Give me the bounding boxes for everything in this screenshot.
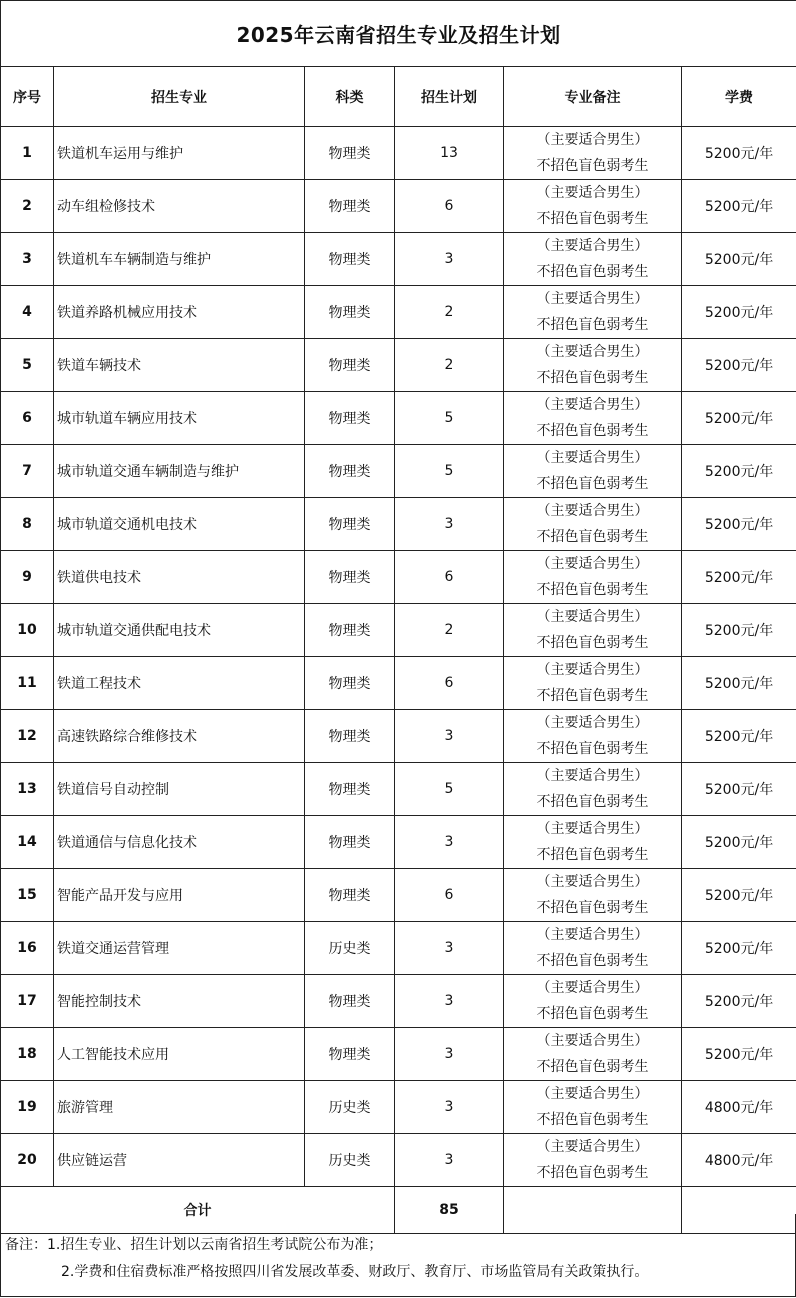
row-note-line-1: （主要适合男生）: [536, 1033, 649, 1049]
row-note-line-1: （主要适合男生）: [536, 1086, 649, 1102]
row-fee: 5200元/年: [682, 869, 796, 922]
row-category: 物理类: [305, 286, 395, 339]
row-note: [504, 233, 682, 286]
row-note-line-2: 不招色盲色弱考生: [536, 317, 649, 333]
row-index: 2: [1, 180, 54, 233]
row-note: [504, 339, 682, 392]
row-note: [504, 1028, 682, 1081]
row-note-line-2: 不招色盲色弱考生: [536, 635, 649, 651]
row-note: [504, 975, 682, 1028]
row-index: 7: [1, 445, 54, 498]
row-major: 铁道车辆技术: [54, 339, 305, 392]
row-fee: 5200元/年: [682, 604, 796, 657]
row-major: 铁道信号自动控制: [54, 763, 305, 816]
row-note-line-1: （主要适合男生）: [536, 397, 649, 413]
row-category: 物理类: [305, 498, 395, 551]
row-major: 铁道机车运用与维护: [54, 127, 305, 180]
row-plan: 5: [395, 763, 504, 816]
row-category: 物理类: [305, 445, 395, 498]
row-category: 物理类: [305, 710, 395, 763]
row-fee: 5200元/年: [682, 445, 796, 498]
row-note: [504, 1081, 682, 1134]
row-major: 铁道养路机械应用技术: [54, 286, 305, 339]
table-row: [1, 339, 796, 392]
row-note: [504, 657, 682, 710]
row-plan: 3: [395, 1081, 504, 1134]
table-row: [1, 233, 796, 286]
row-fee: 4800元/年: [682, 1081, 796, 1134]
row-index: 11: [1, 657, 54, 710]
row-category: 物理类: [305, 339, 395, 392]
header-major: 招生专业: [54, 67, 305, 127]
row-note-line-2: 不招色盲色弱考生: [536, 794, 649, 810]
row-index: 1: [1, 127, 54, 180]
row-fee: 5200元/年: [682, 551, 796, 604]
row-index: 15: [1, 869, 54, 922]
row-fee: 5200元/年: [682, 339, 796, 392]
row-fee: 5200元/年: [682, 180, 796, 233]
row-note: [504, 392, 682, 445]
row-note-line-1: （主要适合男生）: [536, 238, 649, 254]
row-plan: 6: [395, 657, 504, 710]
row-fee: 4800元/年: [682, 1134, 796, 1187]
row-note: [504, 1134, 682, 1187]
row-category: 物理类: [305, 233, 395, 286]
row-fee: 5200元/年: [682, 233, 796, 286]
row-note-line-2: 不招色盲色弱考生: [536, 476, 649, 492]
row-fee: 5200元/年: [682, 127, 796, 180]
header-index: 序号: [1, 67, 54, 127]
row-note-line-2: 不招色盲色弱考生: [536, 423, 649, 439]
row-index: 13: [1, 763, 54, 816]
row-fee: 5200元/年: [682, 392, 796, 445]
table-row: [1, 498, 796, 551]
row-category: 物理类: [305, 816, 395, 869]
row-plan: 3: [395, 498, 504, 551]
row-fee: 5200元/年: [682, 1028, 796, 1081]
row-note-line-2: 不招色盲色弱考生: [536, 847, 649, 863]
row-note-line-1: （主要适合男生）: [536, 291, 649, 307]
row-note-line-1: （主要适合男生）: [536, 185, 649, 201]
row-category: 物理类: [305, 657, 395, 710]
row-category: 物理类: [305, 604, 395, 657]
remark-line-1: 备注：1.招生专业、招生计划以云南省招生考试院公布为准；: [5, 1237, 383, 1253]
row-fee: 5200元/年: [682, 657, 796, 710]
row-index: 4: [1, 286, 54, 339]
row-note-line-1: （主要适合男生）: [536, 768, 649, 784]
row-index: 3: [1, 233, 54, 286]
row-fee: 5200元/年: [682, 498, 796, 551]
row-major: 铁道交通运营管理: [54, 922, 305, 975]
row-note-line-1: （主要适合男生）: [536, 715, 649, 731]
row-plan: 5: [395, 445, 504, 498]
row-note-line-1: （主要适合男生）: [536, 1139, 649, 1155]
table-row: [1, 551, 796, 604]
table-row: [1, 922, 796, 975]
row-category: 物理类: [305, 180, 395, 233]
table-row: [1, 127, 796, 180]
row-note: [504, 286, 682, 339]
row-note-line-1: （主要适合男生）: [536, 344, 649, 360]
row-note: [504, 816, 682, 869]
header-row: [1, 67, 796, 127]
row-note-line-2: 不招色盲色弱考生: [536, 900, 649, 916]
row-major: 高速铁路综合维修技术: [54, 710, 305, 763]
row-plan: 2: [395, 339, 504, 392]
table-row: [1, 180, 796, 233]
row-note-line-1: （主要适合男生）: [536, 874, 649, 890]
row-note-line-2: 不招色盲色弱考生: [536, 1165, 649, 1181]
row-plan: 3: [395, 710, 504, 763]
row-plan: 6: [395, 180, 504, 233]
row-major: 智能控制技术: [54, 975, 305, 1028]
row-note-line-2: 不招色盲色弱考生: [536, 1006, 649, 1022]
row-major: 旅游管理: [54, 1081, 305, 1134]
row-plan: 2: [395, 286, 504, 339]
row-fee: 5200元/年: [682, 816, 796, 869]
row-major: 铁道工程技术: [54, 657, 305, 710]
row-category: 历史类: [305, 922, 395, 975]
row-fee: 5200元/年: [682, 286, 796, 339]
total-value: 85: [395, 1187, 504, 1234]
row-index: 9: [1, 551, 54, 604]
row-index: 19: [1, 1081, 54, 1134]
row-note-line-2: 不招色盲色弱考生: [536, 582, 649, 598]
table-row: [1, 1028, 796, 1081]
row-note: [504, 604, 682, 657]
row-index: 6: [1, 392, 54, 445]
row-index: 10: [1, 604, 54, 657]
row-note: [504, 445, 682, 498]
row-note: [504, 180, 682, 233]
row-category: 历史类: [305, 1134, 395, 1187]
row-note-line-1: （主要适合男生）: [536, 556, 649, 572]
row-plan: 6: [395, 551, 504, 604]
header-category: 科类: [305, 67, 395, 127]
row-major: 智能产品开发与应用: [54, 869, 305, 922]
row-note: [504, 498, 682, 551]
row-fee: 5200元/年: [682, 922, 796, 975]
row-plan: 3: [395, 233, 504, 286]
row-note-line-2: 不招色盲色弱考生: [536, 264, 649, 280]
row-plan: 3: [395, 816, 504, 869]
row-note-line-1: （主要适合男生）: [536, 132, 649, 148]
row-plan: 3: [395, 1134, 504, 1187]
table-row: [1, 604, 796, 657]
row-major: 铁道供电技术: [54, 551, 305, 604]
row-major: 铁道机车车辆制造与维护: [54, 233, 305, 286]
row-index: 5: [1, 339, 54, 392]
row-note-line-2: 不招色盲色弱考生: [536, 211, 649, 227]
header-fee: 学费: [682, 67, 796, 127]
row-note: [504, 763, 682, 816]
table-row: [1, 657, 796, 710]
row-category: 物理类: [305, 975, 395, 1028]
header-plan: 招生计划: [395, 67, 504, 127]
row-note-line-2: 不招色盲色弱考生: [536, 953, 649, 969]
total-label: 合计: [1, 1187, 395, 1234]
row-plan: 3: [395, 975, 504, 1028]
table-row: [1, 1081, 796, 1134]
table-title: 2025年云南省招生专业及招生计划: [1, 1, 796, 67]
row-major: 动车组检修技术: [54, 180, 305, 233]
row-note: [504, 127, 682, 180]
row-note: [504, 551, 682, 604]
table-row: [1, 445, 796, 498]
row-category: 物理类: [305, 127, 395, 180]
row-index: 18: [1, 1028, 54, 1081]
row-note: [504, 922, 682, 975]
row-plan: 3: [395, 1028, 504, 1081]
row-plan: 6: [395, 869, 504, 922]
row-note-line-2: 不招色盲色弱考生: [536, 741, 649, 757]
table-row: [1, 392, 796, 445]
row-major: 人工智能技术应用: [54, 1028, 305, 1081]
row-index: 17: [1, 975, 54, 1028]
row-major: 供应链运营: [54, 1134, 305, 1187]
row-note-line-1: （主要适合男生）: [536, 450, 649, 466]
remark-line-2: 2.学费和住宿费标准严格按照四川省发展改革委、财政厅、教育厅、市场监管局有关政策执行。: [61, 1264, 649, 1280]
row-category: 物理类: [305, 1028, 395, 1081]
row-fee: 5200元/年: [682, 710, 796, 763]
row-plan: 3: [395, 922, 504, 975]
row-plan: 2: [395, 604, 504, 657]
row-plan: 13: [395, 127, 504, 180]
row-category: 物理类: [305, 551, 395, 604]
row-major: 城市轨道交通供配电技术: [54, 604, 305, 657]
row-fee: 5200元/年: [682, 975, 796, 1028]
row-index: 14: [1, 816, 54, 869]
table-row: [1, 816, 796, 869]
row-index: 12: [1, 710, 54, 763]
row-note-line-1: （主要适合男生）: [536, 503, 649, 519]
row-note-line-2: 不招色盲色弱考生: [536, 688, 649, 704]
row-plan: 5: [395, 392, 504, 445]
header-note: 专业备注: [504, 67, 682, 127]
row-note: [504, 869, 682, 922]
row-note-line-2: 不招色盲色弱考生: [536, 158, 649, 174]
table-row: [1, 763, 796, 816]
row-note-line-1: （主要适合男生）: [536, 980, 649, 996]
row-index: 16: [1, 922, 54, 975]
row-major: 城市轨道交通车辆制造与维护: [54, 445, 305, 498]
row-note-line-1: （主要适合男生）: [536, 821, 649, 837]
row-index: 20: [1, 1134, 54, 1187]
row-note: [504, 710, 682, 763]
row-note-line-2: 不招色盲色弱考生: [536, 1112, 649, 1128]
row-major: 城市轨道车辆应用技术: [54, 392, 305, 445]
row-index: 8: [1, 498, 54, 551]
row-category: 物理类: [305, 763, 395, 816]
row-note-line-2: 不招色盲色弱考生: [536, 1059, 649, 1075]
table-row: [1, 975, 796, 1028]
row-note-line-1: （主要适合男生）: [536, 927, 649, 943]
row-note-line-1: （主要适合男生）: [536, 662, 649, 678]
table-row: [1, 869, 796, 922]
row-category: 物理类: [305, 869, 395, 922]
table-row: [1, 286, 796, 339]
row-major: 铁道通信与信息化技术: [54, 816, 305, 869]
row-category: 物理类: [305, 392, 395, 445]
row-note-line-2: 不招色盲色弱考生: [536, 370, 649, 386]
row-major: 城市轨道交通机电技术: [54, 498, 305, 551]
row-fee: 5200元/年: [682, 763, 796, 816]
row-category: 历史类: [305, 1081, 395, 1134]
table-row: [1, 1134, 796, 1187]
row-note-line-2: 不招色盲色弱考生: [536, 529, 649, 545]
remarks-section: [0, 1214, 796, 1297]
row-note-line-1: （主要适合男生）: [536, 609, 649, 625]
table-row: [1, 710, 796, 763]
